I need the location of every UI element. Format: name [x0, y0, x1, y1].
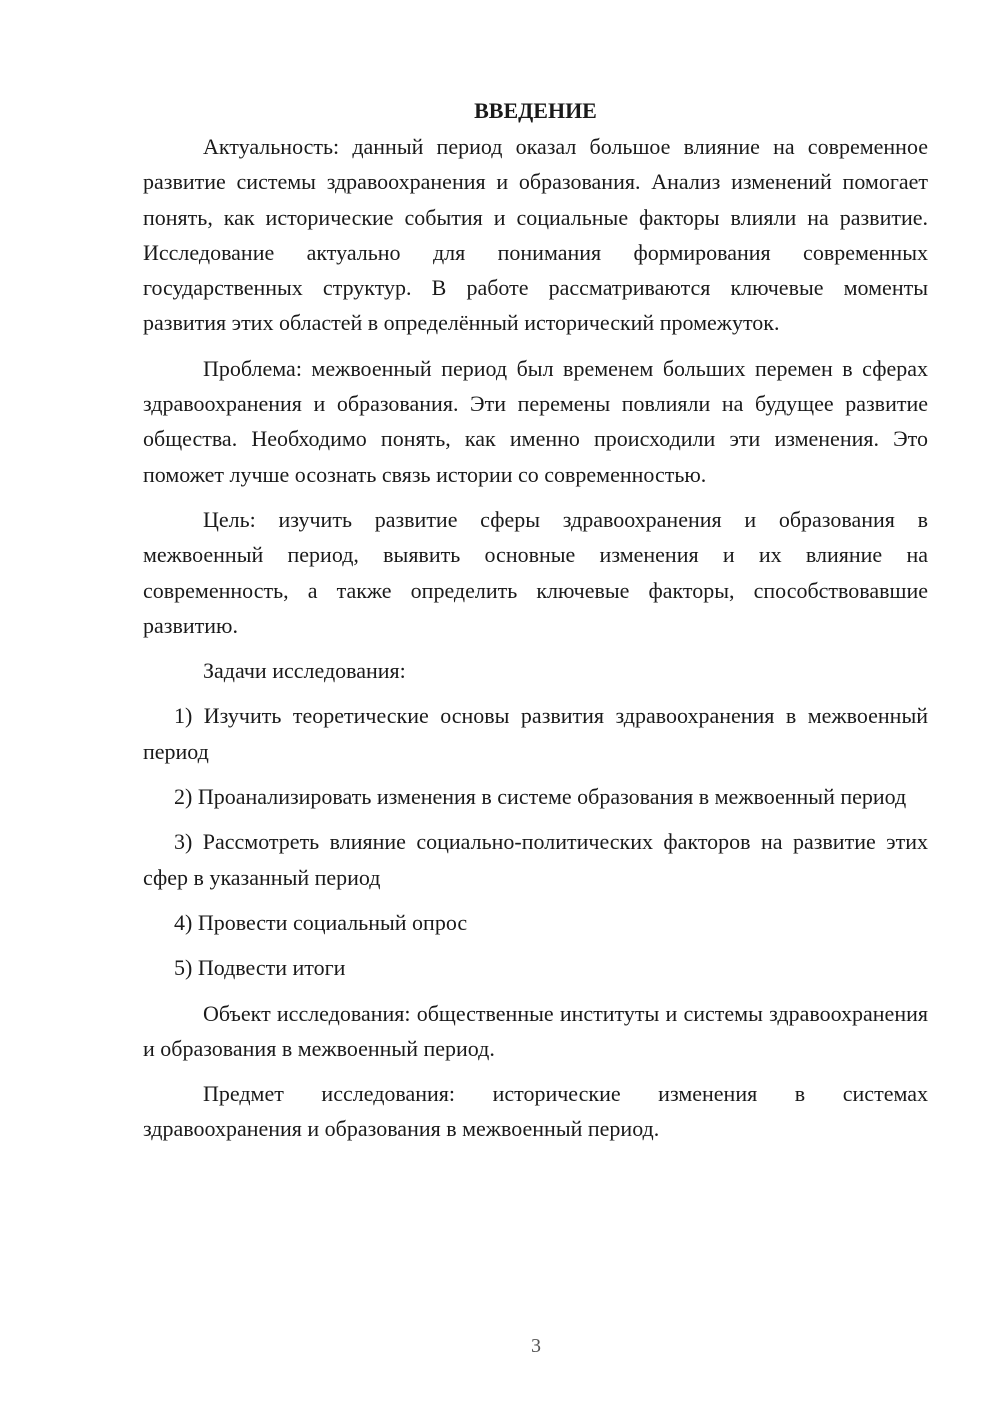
task-item: 5) Подвести итоги — [174, 955, 346, 981]
task-item: 4) Провести социальный опрос — [174, 909, 468, 935]
problem-paragraph: Проблема: межвоенный период был временем больших перемен в сферах здравоохранения и образования. Эти перемены повлияли на будущее развитие общества. Необходимо понять, как именно происходили эти изменения. Это поможет лучше осознать связь истории со современностью. — [143, 355, 928, 487]
goal-paragraph: Цель: изучить развитие сферы здравоохранения и образования в межвоенный период, выявить основные изменения и их влияние на современность, а также определить ключевые факторы, способствовавшие развитию. — [143, 506, 928, 638]
page-title: ВВЕДЕНИЕ — [474, 98, 597, 123]
tasks-heading: Задачи исследования: — [203, 658, 406, 684]
relevance-paragraph: Актуальность: данный период оказал большое влияние на современное развитие системы здравоохранения и образования. Анализ изменений помогает понять, как исторические события и социальные факторы влияли на развитие. Исследование актуально для понимания формирования современных государственных структур. В работе рассматриваются ключевые моменты развития этих областей в определённый исторический промежуток. — [143, 134, 928, 336]
page-content — [143, 93, 928, 1157]
task-item: 3) Рассмотреть влияние социально-политических факторов на развитие этих сфер в указанный период — [143, 829, 928, 890]
page-number: 3 — [531, 1335, 541, 1357]
subject-paragraph: Предмет исследования: исторические изменения в системах здравоохранения и образования в межвоенный период. — [143, 1081, 928, 1142]
object-paragraph: Объект исследования: общественные институты и системы здравоохранения и образования в межвоенный период. — [143, 1000, 928, 1061]
task-item: 2) Проанализировать изменения в системе образования в межвоенный период — [174, 784, 907, 810]
task-item: 1) Изучить теоретические основы развития здравоохранения в межвоенный период — [143, 703, 928, 764]
